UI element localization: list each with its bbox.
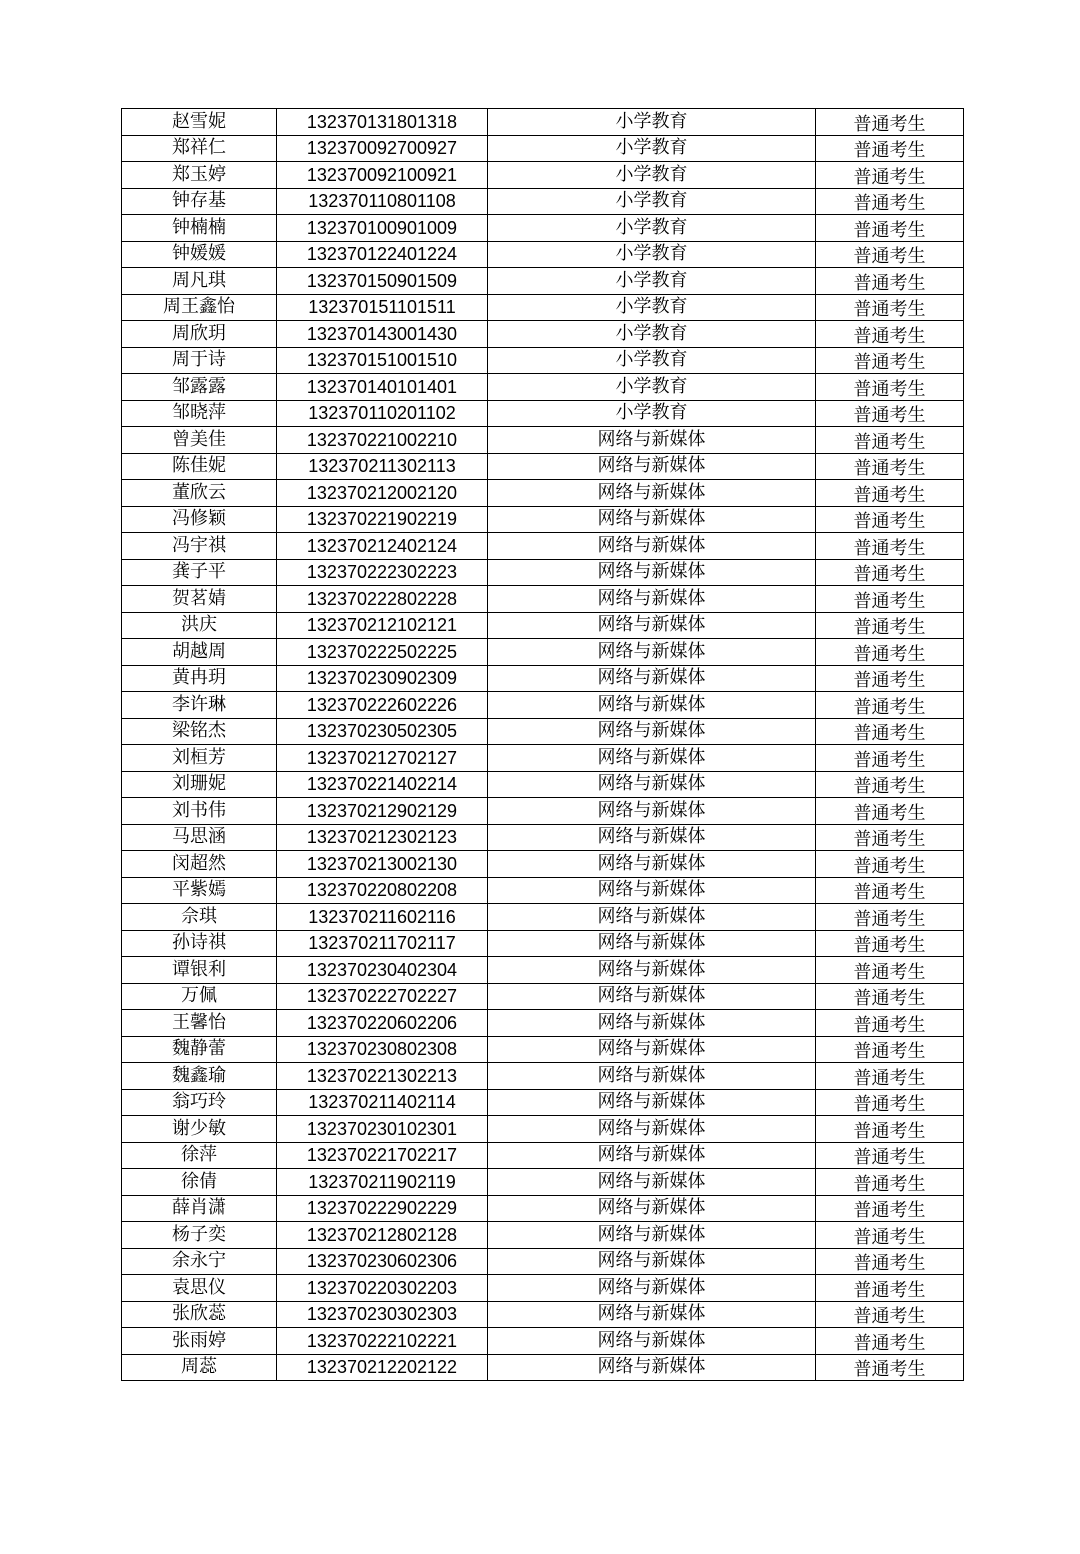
table-row [122, 824, 964, 851]
exam-number: 132370131801318 [277, 109, 488, 136]
table-row [122, 1275, 964, 1302]
exam-number: 132370211702117 [277, 930, 488, 957]
candidate-type-text: 普通考生 [853, 458, 926, 480]
exam-number: 132370150901509 [277, 268, 488, 295]
exam-number: 132370110801108 [277, 188, 488, 215]
exam-number: 132370221002210 [277, 427, 488, 454]
candidate-name: 周王鑫怡 [122, 294, 277, 321]
candidate-name: 余永宁 [122, 1248, 277, 1275]
major: 小学教育 [488, 268, 816, 295]
candidate-name: 黄冉玥 [122, 665, 277, 692]
candidate-type [816, 824, 964, 851]
major: 网络与新媒体 [488, 533, 816, 560]
major: 网络与新媒体 [488, 1301, 816, 1328]
candidate-name: 袁思仪 [122, 1275, 277, 1302]
table-row [122, 798, 964, 825]
major: 网络与新媒体 [488, 1328, 816, 1355]
candidate-type [816, 1063, 964, 1090]
candidate-type-text: 普通考生 [853, 696, 926, 718]
candidate-name: 邹晓萍 [122, 400, 277, 427]
candidate-name: 周凡琪 [122, 268, 277, 295]
major: 小学教育 [488, 241, 816, 268]
exam-number: 132370213002130 [277, 851, 488, 878]
candidate-name: 谭银利 [122, 957, 277, 984]
exam-number: 132370212202122 [277, 1354, 488, 1381]
table-row [122, 665, 964, 692]
table-row [122, 453, 964, 480]
table-row [122, 957, 964, 984]
exam-number: 132370221702217 [277, 1142, 488, 1169]
table-row [122, 506, 964, 533]
major: 小学教育 [488, 135, 816, 162]
candidate-name: 佘琪 [122, 904, 277, 931]
major: 小学教育 [488, 294, 816, 321]
major: 网络与新媒体 [488, 1275, 816, 1302]
major: 网络与新媒体 [488, 639, 816, 666]
candidate-type [816, 1222, 964, 1249]
candidate-type-text: 普通考生 [853, 378, 926, 400]
candidate-type-text: 普通考生 [853, 961, 926, 983]
exam-number: 132370221302213 [277, 1063, 488, 1090]
exam-number: 132370212102121 [277, 612, 488, 639]
table-row [122, 930, 964, 957]
major: 网络与新媒体 [488, 798, 816, 825]
exam-number: 132370222302223 [277, 559, 488, 586]
exam-number: 132370221402214 [277, 771, 488, 798]
candidate-type-text: 普通考生 [853, 1147, 926, 1169]
candidate-name: 梁铭杰 [122, 718, 277, 745]
table-row [122, 374, 964, 401]
candidate-type-text: 普通考生 [853, 1253, 926, 1275]
exam-number: 132370140101401 [277, 374, 488, 401]
table-row [122, 533, 964, 560]
candidate-name: 钟媛媛 [122, 241, 277, 268]
candidate-type-text: 普通考生 [853, 246, 926, 268]
exam-number: 132370222702227 [277, 983, 488, 1010]
major: 网络与新媒体 [488, 877, 816, 904]
major: 网络与新媒体 [488, 983, 816, 1010]
exam-number: 132370220802208 [277, 877, 488, 904]
candidate-type-text: 普通考生 [853, 829, 926, 851]
table-row [122, 586, 964, 613]
major: 网络与新媒体 [488, 612, 816, 639]
candidate-type [816, 904, 964, 931]
candidate-name: 刘珊妮 [122, 771, 277, 798]
candidate-type-text: 普通考生 [853, 1332, 926, 1354]
candidate-name: 孙诗祺 [122, 930, 277, 957]
exam-number: 132370211402114 [277, 1089, 488, 1116]
table-row [122, 718, 964, 745]
major: 小学教育 [488, 347, 816, 374]
exam-number: 132370212902129 [277, 798, 488, 825]
candidate-name: 魏静蕾 [122, 1036, 277, 1063]
candidate-name: 赵雪妮 [122, 109, 277, 136]
candidate-type-text: 普通考生 [853, 113, 926, 135]
exam-number: 132370092700927 [277, 135, 488, 162]
exam-number: 132370220302203 [277, 1275, 488, 1302]
candidate-type [816, 1142, 964, 1169]
candidate-type [816, 241, 964, 268]
major: 网络与新媒体 [488, 1169, 816, 1196]
table-row [122, 1195, 964, 1222]
candidate-type [816, 1354, 964, 1381]
table-row [122, 1116, 964, 1143]
candidate-type [816, 639, 964, 666]
candidate-name: 万佩 [122, 983, 277, 1010]
candidate-type-text: 普通考生 [853, 1067, 926, 1089]
candidate-name: 王馨怡 [122, 1010, 277, 1037]
candidate-name: 周于诗 [122, 347, 277, 374]
candidate-table [121, 108, 964, 1381]
candidate-type [816, 135, 964, 162]
candidate-type [816, 374, 964, 401]
exam-number: 132370212302123 [277, 824, 488, 851]
candidate-type-text: 普通考生 [853, 723, 926, 745]
candidate-type-text: 普通考生 [853, 193, 926, 215]
exam-number: 132370222102221 [277, 1328, 488, 1355]
candidate-type-text: 普通考生 [853, 166, 926, 188]
exam-number: 132370230102301 [277, 1116, 488, 1143]
candidate-type [816, 268, 964, 295]
candidate-type-text: 普通考生 [853, 537, 926, 559]
major: 网络与新媒体 [488, 1036, 816, 1063]
candidate-type [816, 1301, 964, 1328]
major: 网络与新媒体 [488, 1010, 816, 1037]
table-row [122, 904, 964, 931]
exam-number: 132370220602206 [277, 1010, 488, 1037]
candidate-name: 曾美佳 [122, 427, 277, 454]
candidate-name: 郑祥仁 [122, 135, 277, 162]
exam-number: 132370100901009 [277, 215, 488, 242]
candidate-type [816, 930, 964, 957]
candidate-name: 董欣云 [122, 480, 277, 507]
candidate-type-text: 普通考生 [853, 1359, 926, 1381]
table-row [122, 480, 964, 507]
candidate-name: 闵超然 [122, 851, 277, 878]
table-row [122, 294, 964, 321]
candidate-name: 贺茗婧 [122, 586, 277, 613]
exam-number: 132370211902119 [277, 1169, 488, 1196]
candidate-name: 刘书伟 [122, 798, 277, 825]
table-row [122, 1248, 964, 1275]
exam-number: 132370143001430 [277, 321, 488, 348]
candidate-name: 徐萍 [122, 1142, 277, 1169]
candidate-name: 张欣蕊 [122, 1301, 277, 1328]
candidate-type-text: 普通考生 [853, 325, 926, 347]
candidate-type [816, 1169, 964, 1196]
candidate-type [816, 612, 964, 639]
table-row [122, 427, 964, 454]
candidate-type [816, 559, 964, 586]
candidate-name: 刘桓芳 [122, 745, 277, 772]
candidate-type-text: 普通考生 [853, 988, 926, 1010]
candidate-type-text: 普通考生 [853, 1120, 926, 1142]
exam-number: 132370092100921 [277, 162, 488, 189]
candidate-type-text: 普通考生 [853, 1200, 926, 1222]
candidate-type-text: 普通考生 [853, 431, 926, 453]
candidate-type [816, 400, 964, 427]
candidate-name: 李许琳 [122, 692, 277, 719]
candidate-type-text: 普通考生 [853, 882, 926, 904]
candidate-name: 马思涵 [122, 824, 277, 851]
table-row [122, 1063, 964, 1090]
major: 网络与新媒体 [488, 559, 816, 586]
candidate-type-text: 普通考生 [853, 299, 926, 321]
candidate-type-text: 普通考生 [853, 1279, 926, 1301]
candidate-type-text: 普通考生 [853, 1014, 926, 1036]
candidate-name: 洪庆 [122, 612, 277, 639]
candidate-name: 周欣玥 [122, 321, 277, 348]
exam-number: 132370110201102 [277, 400, 488, 427]
exam-number: 132370230902309 [277, 665, 488, 692]
table-row [122, 215, 964, 242]
table-row [122, 877, 964, 904]
exam-number: 132370212802128 [277, 1222, 488, 1249]
candidate-type [816, 586, 964, 613]
table-row [122, 983, 964, 1010]
table-row [122, 1010, 964, 1037]
major: 网络与新媒体 [488, 586, 816, 613]
candidate-name: 翁巧玲 [122, 1089, 277, 1116]
table-row [122, 268, 964, 295]
major: 网络与新媒体 [488, 453, 816, 480]
candidate-type-text: 普通考生 [853, 511, 926, 533]
candidate-name: 平紫嫣 [122, 877, 277, 904]
table-row [122, 1328, 964, 1355]
exam-number: 132370151101511 [277, 294, 488, 321]
candidate-type [816, 877, 964, 904]
exam-number: 132370212702127 [277, 745, 488, 772]
exam-number: 132370222802228 [277, 586, 488, 613]
exam-number: 132370230502305 [277, 718, 488, 745]
exam-number: 132370230602306 [277, 1248, 488, 1275]
candidate-type-text: 普通考生 [853, 219, 926, 241]
table-row [122, 1089, 964, 1116]
candidate-type-text: 普通考生 [853, 140, 926, 162]
table-row [122, 1222, 964, 1249]
exam-number: 132370230802308 [277, 1036, 488, 1063]
candidate-name: 郑玉婷 [122, 162, 277, 189]
candidate-type [816, 1275, 964, 1302]
exam-number: 132370212002120 [277, 480, 488, 507]
exam-number: 132370230402304 [277, 957, 488, 984]
candidate-type [816, 533, 964, 560]
candidate-type [816, 745, 964, 772]
major: 网络与新媒体 [488, 824, 816, 851]
major: 网络与新媒体 [488, 1222, 816, 1249]
table-row [122, 1354, 964, 1381]
major: 网络与新媒体 [488, 904, 816, 931]
major: 网络与新媒体 [488, 771, 816, 798]
candidate-type-text: 普通考生 [853, 405, 926, 427]
table-row [122, 1142, 964, 1169]
candidate-name: 邹露露 [122, 374, 277, 401]
candidate-type [816, 1328, 964, 1355]
candidate-name: 谢少敏 [122, 1116, 277, 1143]
major: 网络与新媒体 [488, 957, 816, 984]
candidate-type-text: 普通考生 [853, 776, 926, 798]
candidate-type [816, 188, 964, 215]
candidate-name: 薛肖潇 [122, 1195, 277, 1222]
candidate-type-text: 普通考生 [853, 935, 926, 957]
table-row [122, 109, 964, 136]
table-row [122, 559, 964, 586]
major: 网络与新媒体 [488, 930, 816, 957]
major: 网络与新媒体 [488, 1116, 816, 1143]
candidate-name: 钟存基 [122, 188, 277, 215]
candidate-type-text: 普通考生 [853, 643, 926, 665]
table-row [122, 162, 964, 189]
major: 小学教育 [488, 400, 816, 427]
candidate-name: 冯宇祺 [122, 533, 277, 560]
candidate-type [816, 718, 964, 745]
candidate-type [816, 480, 964, 507]
candidate-type-text: 普通考生 [853, 749, 926, 771]
candidate-type-text: 普通考生 [853, 802, 926, 824]
candidate-type [816, 957, 964, 984]
table-row [122, 1169, 964, 1196]
exam-number: 132370222502225 [277, 639, 488, 666]
major: 网络与新媒体 [488, 745, 816, 772]
candidate-type [816, 453, 964, 480]
major: 网络与新媒体 [488, 718, 816, 745]
candidate-type [816, 851, 964, 878]
candidate-type [816, 506, 964, 533]
table-row [122, 692, 964, 719]
candidate-type-text: 普通考生 [853, 855, 926, 877]
candidate-type [816, 1116, 964, 1143]
candidate-type-text: 普通考生 [853, 484, 926, 506]
table-row [122, 347, 964, 374]
candidate-type [816, 1036, 964, 1063]
major: 网络与新媒体 [488, 851, 816, 878]
major: 小学教育 [488, 109, 816, 136]
candidate-name: 胡越周 [122, 639, 277, 666]
candidate-type [816, 215, 964, 242]
table-row [122, 612, 964, 639]
exam-number: 132370230302303 [277, 1301, 488, 1328]
candidate-type [816, 294, 964, 321]
exam-number: 132370222902229 [277, 1195, 488, 1222]
candidate-type [816, 1010, 964, 1037]
candidate-type [816, 1089, 964, 1116]
candidate-table-body [122, 109, 964, 1381]
major: 小学教育 [488, 215, 816, 242]
table-row [122, 188, 964, 215]
major: 网络与新媒体 [488, 427, 816, 454]
major: 小学教育 [488, 162, 816, 189]
candidate-type [816, 798, 964, 825]
candidate-type-text: 普通考生 [853, 272, 926, 294]
table-row [122, 241, 964, 268]
candidate-type [816, 665, 964, 692]
table-row [122, 400, 964, 427]
candidate-name: 陈佳妮 [122, 453, 277, 480]
candidate-type [816, 109, 964, 136]
candidate-type-text: 普通考生 [853, 617, 926, 639]
major: 网络与新媒体 [488, 1089, 816, 1116]
major: 小学教育 [488, 188, 816, 215]
candidate-type [816, 771, 964, 798]
major: 小学教育 [488, 374, 816, 401]
candidate-name: 冯修颖 [122, 506, 277, 533]
major: 小学教育 [488, 321, 816, 348]
exam-number: 132370122401224 [277, 241, 488, 268]
candidate-name: 张雨婷 [122, 1328, 277, 1355]
candidate-type [816, 162, 964, 189]
candidate-type-text: 普通考生 [853, 1173, 926, 1195]
candidate-type [816, 1195, 964, 1222]
candidate-type-text: 普通考生 [853, 1094, 926, 1116]
candidate-type [816, 321, 964, 348]
table-row [122, 851, 964, 878]
candidate-name: 杨子奕 [122, 1222, 277, 1249]
exam-number: 132370211602116 [277, 904, 488, 931]
table-row [122, 321, 964, 348]
major: 网络与新媒体 [488, 1248, 816, 1275]
candidate-type-text: 普通考生 [853, 1226, 926, 1248]
major: 网络与新媒体 [488, 1354, 816, 1381]
candidate-type-text: 普通考生 [853, 1306, 926, 1328]
table-row [122, 771, 964, 798]
candidate-type-text: 普通考生 [853, 670, 926, 692]
major: 网络与新媒体 [488, 1195, 816, 1222]
candidate-type-text: 普通考生 [853, 564, 926, 586]
exam-number: 132370221902219 [277, 506, 488, 533]
exam-number: 132370212402124 [277, 533, 488, 560]
major: 网络与新媒体 [488, 665, 816, 692]
candidate-type-text: 普通考生 [853, 590, 926, 612]
candidate-type-text: 普通考生 [853, 352, 926, 374]
major: 网络与新媒体 [488, 1063, 816, 1090]
major: 网络与新媒体 [488, 692, 816, 719]
candidate-type [816, 427, 964, 454]
candidate-name: 龚子平 [122, 559, 277, 586]
candidate-name: 魏鑫瑜 [122, 1063, 277, 1090]
candidate-name: 周蕊 [122, 1354, 277, 1381]
table-row [122, 639, 964, 666]
table-row [122, 745, 964, 772]
candidate-type-text: 普通考生 [853, 1041, 926, 1063]
exam-number: 132370151001510 [277, 347, 488, 374]
exam-number: 132370211302113 [277, 453, 488, 480]
candidate-name: 钟楠楠 [122, 215, 277, 242]
major: 网络与新媒体 [488, 506, 816, 533]
candidate-type-text: 普通考生 [853, 908, 926, 930]
table-row [122, 1036, 964, 1063]
table-row [122, 135, 964, 162]
exam-number: 132370222602226 [277, 692, 488, 719]
candidate-type [816, 692, 964, 719]
major: 网络与新媒体 [488, 1142, 816, 1169]
candidate-type [816, 1248, 964, 1275]
candidate-type [816, 983, 964, 1010]
major: 网络与新媒体 [488, 480, 816, 507]
candidate-name: 徐倩 [122, 1169, 277, 1196]
candidate-type [816, 347, 964, 374]
table-row [122, 1301, 964, 1328]
